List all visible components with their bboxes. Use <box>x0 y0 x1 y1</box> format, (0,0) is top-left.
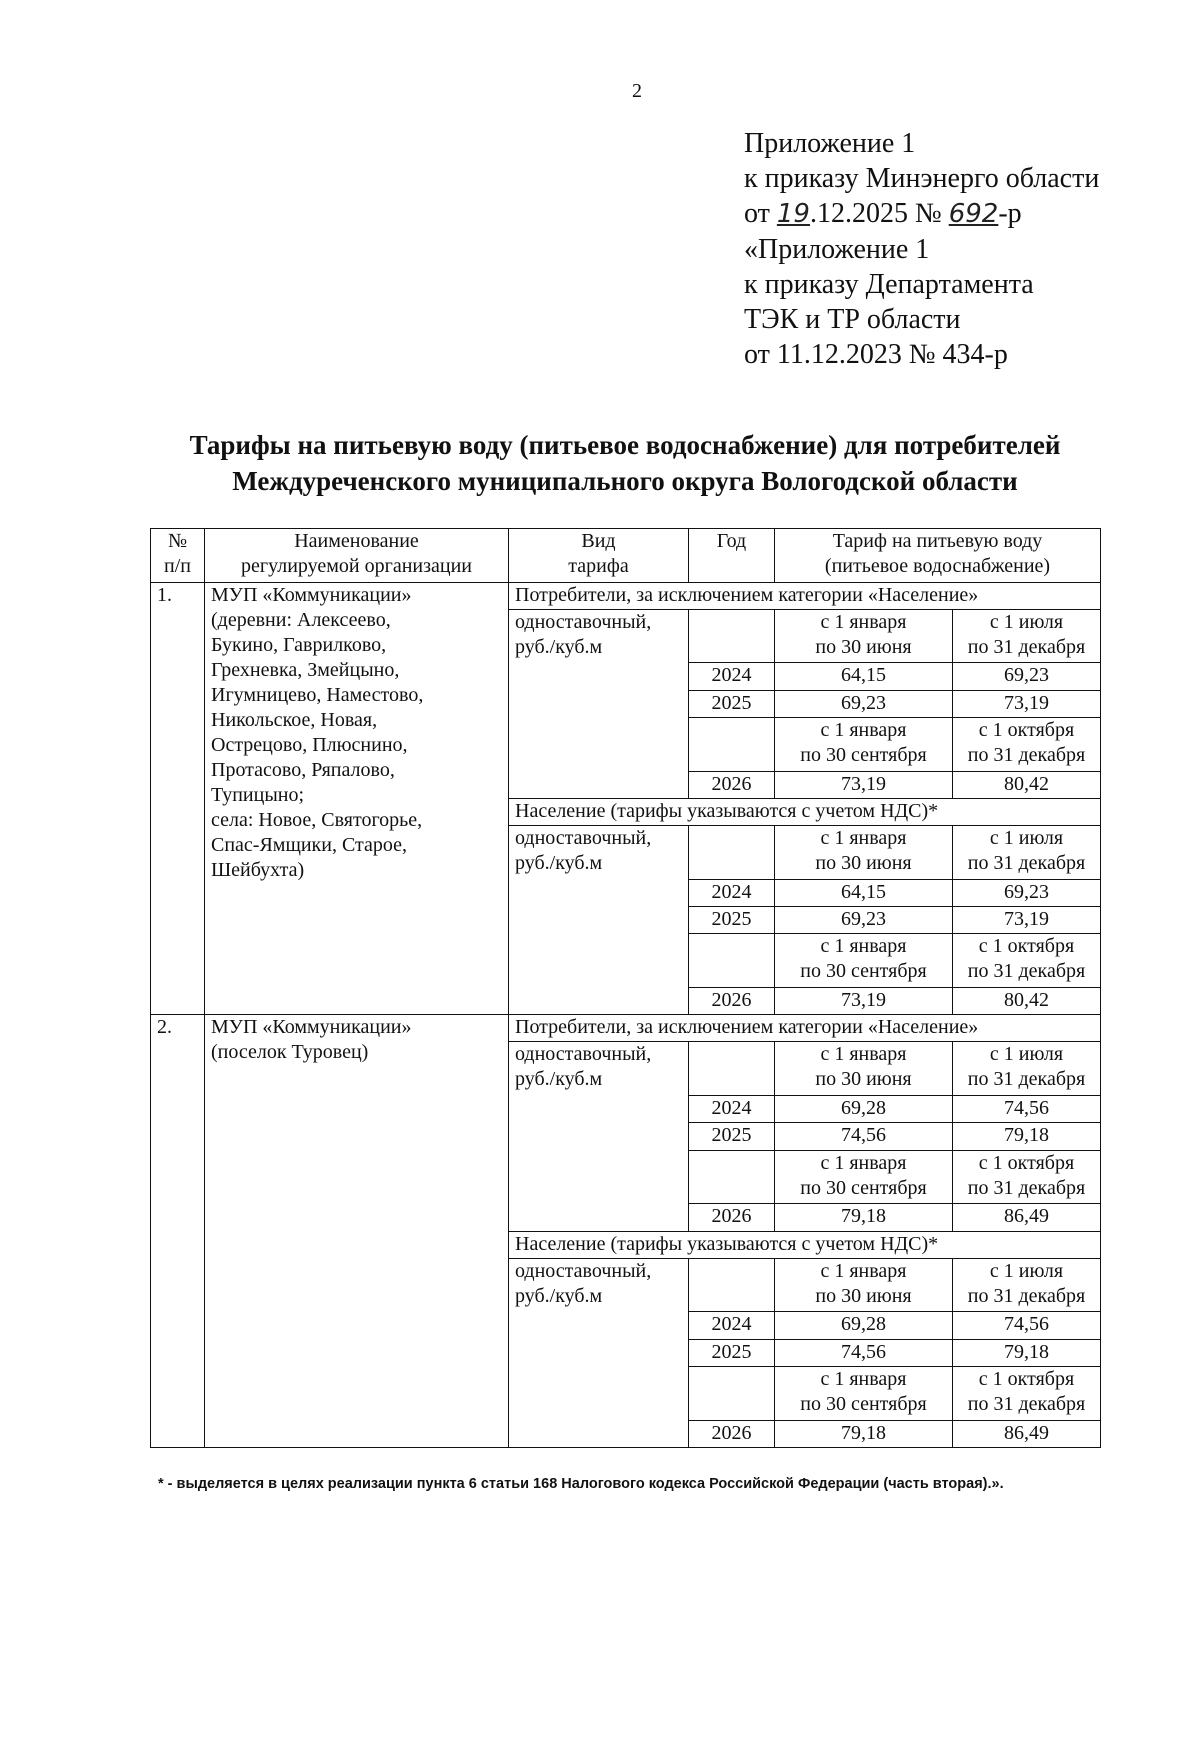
tariff-type: одноставочный, руб./куб.м <box>509 1042 689 1231</box>
org-name-line: Шейбухта) <box>211 858 305 881</box>
period-first-part: с 1 января по 30 сентября <box>775 1150 953 1204</box>
document-title <box>150 427 1100 499</box>
tariff-value: 69,23 <box>775 690 953 717</box>
period-second-half: с 1 июля по 31 декабря <box>953 609 1101 663</box>
tariff-value: 79,18 <box>953 1339 1101 1366</box>
tariff-value: 69,28 <box>775 1312 953 1339</box>
year-cell: 2026 <box>689 1204 775 1231</box>
org-name-line: Протасово, Ряпалово, <box>211 758 395 781</box>
period-first-part: с 1 января по 30 сентября <box>775 934 953 988</box>
org-name-line: Острецово, Плюснино, <box>211 733 408 756</box>
year-empty <box>689 934 775 988</box>
tariff-value: 74,56 <box>775 1339 953 1366</box>
tariff-value: 73,19 <box>953 907 1101 934</box>
tariff-value: 74,56 <box>953 1096 1101 1123</box>
org-name-line: Спас-Ямщики, Старое, <box>211 833 408 856</box>
year-empty <box>689 1366 775 1420</box>
tariff-value: 74,56 <box>953 1312 1101 1339</box>
year-cell: 2024 <box>689 879 775 906</box>
tariff-value: 69,23 <box>953 879 1101 906</box>
year-cell: 2024 <box>689 1312 775 1339</box>
period-fourth-quarter: с 1 октября по 31 декабря <box>953 718 1101 772</box>
tariff-value: 74,56 <box>775 1123 953 1150</box>
handwritten-order-number: 692 <box>948 199 999 229</box>
org-name <box>205 1015 509 1448</box>
title-line: Тарифы на питьевую воду (питьевое водоснабжение) для потребителей <box>189 430 1061 460</box>
tariff-value: 73,19 <box>775 987 953 1014</box>
row-number: 2. <box>151 1015 205 1448</box>
appendix-line: от 11.12.2023 № 434-р <box>744 339 1008 370</box>
header-year: Год <box>689 529 775 583</box>
tariff-value: 79,18 <box>775 1204 953 1231</box>
year-cell: 2026 <box>689 987 775 1014</box>
page-number: 2 <box>632 80 642 102</box>
org-name-line: Тупицыно; <box>211 783 305 806</box>
tariff-value: 64,15 <box>775 663 953 690</box>
appendix-header <box>744 126 1099 372</box>
tariff-value: 86,49 <box>953 1420 1101 1447</box>
period-first-half: с 1 января по 30 июня <box>775 1258 953 1312</box>
org-name-line: Грехневка, Змейцыно, <box>211 658 400 681</box>
org-name-line: (деревни: Алексеево, <box>211 608 391 631</box>
year-cell: 2026 <box>689 1420 775 1447</box>
tariff-value: 79,18 <box>775 1420 953 1447</box>
title-line: Междуреченского муниципального округа Вологодской области <box>232 466 1018 496</box>
footnote: * - выделяется в целях реализации пункта 6 статьи 168 Налогового кодекса Российской Федерации (часть вторая).». <box>158 1476 1004 1492</box>
period-first-part: с 1 января по 30 сентября <box>775 718 953 772</box>
org-name-line: (поселок Туровец) <box>211 1041 369 1064</box>
period-fourth-quarter: с 1 октября по 31 декабря <box>953 934 1101 988</box>
org-name <box>205 582 509 1015</box>
period-first-half: с 1 января по 30 июня <box>775 1042 953 1096</box>
table-header-row <box>151 529 1101 583</box>
year-cell: 2025 <box>689 690 775 717</box>
appendix-line: к приказу Департамента <box>744 269 1034 300</box>
row-number: 1. <box>151 582 205 1015</box>
period-fourth-quarter: с 1 октября по 31 декабря <box>953 1366 1101 1420</box>
tariff-value: 69,23 <box>775 907 953 934</box>
header-num: № п/п <box>151 529 205 583</box>
org-name-line: МУП «Коммуникации» <box>211 1016 412 1039</box>
order-suffix: -р <box>998 198 1022 229</box>
period-first-half: с 1 января по 30 июня <box>775 826 953 880</box>
header-tariff: Тариф на питьевую воду (питьевое водоснабжение) <box>775 529 1101 583</box>
tariff-value: 73,19 <box>953 690 1101 717</box>
year-empty <box>689 1042 775 1096</box>
appendix-line: Приложение 1 <box>744 128 916 159</box>
header-tariff-type: Вид тарифа <box>509 529 689 583</box>
table-row <box>151 582 1101 609</box>
category-label: Потребители, за исключением категории «Население» <box>509 1015 1101 1042</box>
year-cell: 2024 <box>689 663 775 690</box>
period-second-half: с 1 июля по 31 декабря <box>953 1258 1101 1312</box>
tariff-value: 80,42 <box>953 771 1101 798</box>
org-name-line: Никольское, Новая, <box>211 708 378 731</box>
year-cell: 2025 <box>689 907 775 934</box>
tariff-type: одноставочный, руб./куб.м <box>509 826 689 1015</box>
year-cell: 2026 <box>689 771 775 798</box>
tariff-value: 80,42 <box>953 987 1101 1014</box>
org-name-line: Букино, Гаврилково, <box>211 633 387 656</box>
tariff-value: 86,49 <box>953 1204 1101 1231</box>
org-name-line: Игумницево, Наместово, <box>211 683 424 706</box>
header-org-name: Наименование регулируемой организации <box>205 529 509 583</box>
org-name-line: села: Новое, Святогорье, <box>211 808 423 831</box>
year-cell: 2025 <box>689 1123 775 1150</box>
year-empty <box>689 1258 775 1312</box>
period-first-part: с 1 января по 30 сентября <box>775 1366 953 1420</box>
tariff-value: 69,23 <box>953 663 1101 690</box>
year-empty <box>689 826 775 880</box>
year-cell: 2025 <box>689 1339 775 1366</box>
date-prefix: от <box>744 198 777 229</box>
category-label: Потребители, за исключением категории «Население» <box>509 582 1101 609</box>
org-name-line: МУП «Коммуникации» <box>211 583 412 606</box>
tariff-type: одноставочный, руб./куб.м <box>509 1258 689 1447</box>
tariff-value: 79,18 <box>953 1123 1101 1150</box>
tariff-value: 73,19 <box>775 771 953 798</box>
category-label: Население (тарифы указываются с учетом НДС)* <box>509 1231 1101 1258</box>
table-row <box>151 1015 1101 1042</box>
tariff-table <box>150 528 1101 1448</box>
appendix-line: к приказу Минэнерго области <box>744 163 1100 194</box>
handwritten-day: 19 <box>776 199 810 229</box>
tariff-type: одноставочный, руб./куб.м <box>509 609 689 798</box>
appendix-date-line <box>744 196 1099 232</box>
year-empty <box>689 609 775 663</box>
tariff-value: 64,15 <box>775 879 953 906</box>
date-rest: .12.2025 № <box>809 198 949 229</box>
period-second-half: с 1 июля по 31 декабря <box>953 826 1101 880</box>
period-second-half: с 1 июля по 31 декабря <box>953 1042 1101 1096</box>
tariff-value: 69,28 <box>775 1096 953 1123</box>
appendix-line: «Приложение 1 <box>744 234 930 265</box>
category-label: Население (тарифы указываются с учетом НДС)* <box>509 798 1101 825</box>
period-fourth-quarter: с 1 октября по 31 декабря <box>953 1150 1101 1204</box>
year-cell: 2024 <box>689 1096 775 1123</box>
year-empty <box>689 1150 775 1204</box>
period-first-half: с 1 января по 30 июня <box>775 609 953 663</box>
year-empty <box>689 718 775 772</box>
appendix-line: ТЭК и ТР области <box>744 304 961 335</box>
